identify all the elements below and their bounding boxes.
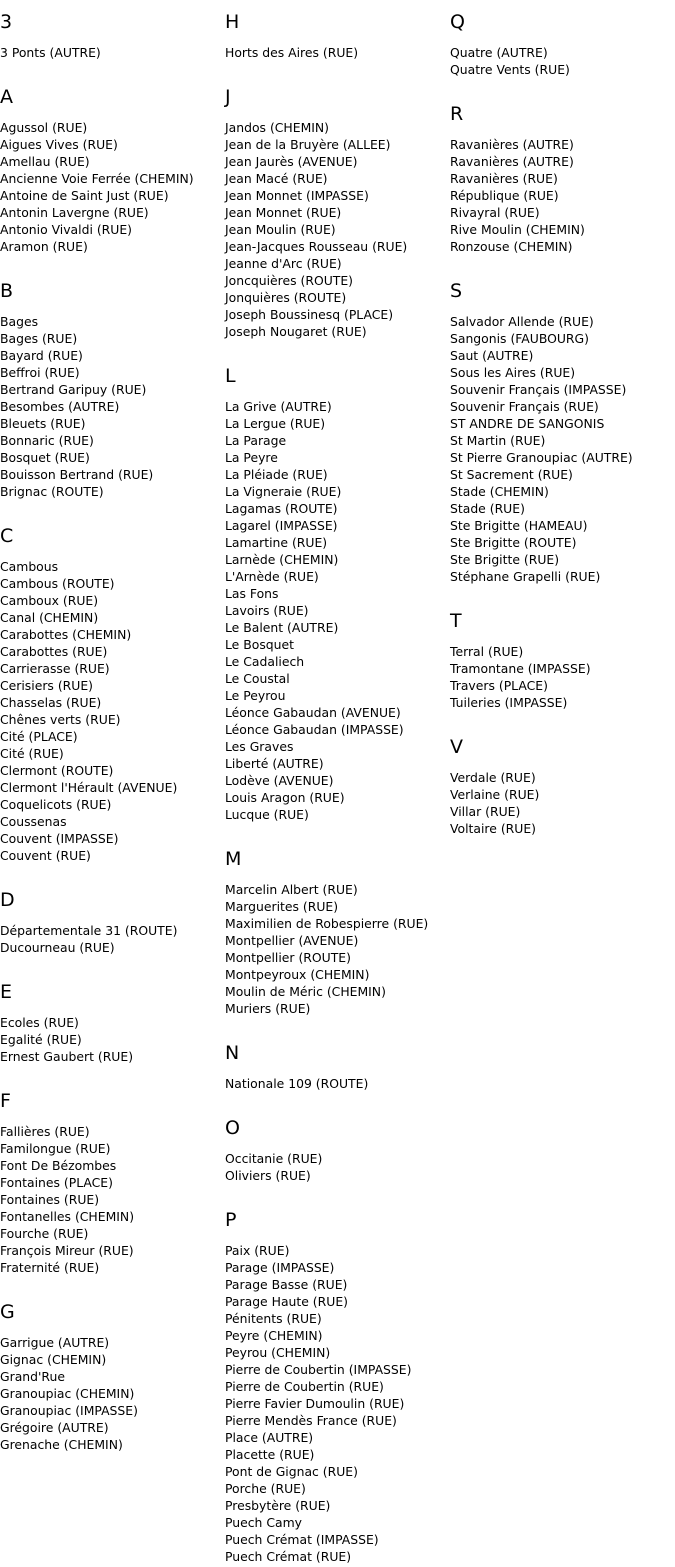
street-list — [225, 881, 450, 1017]
group-spacer — [225, 1184, 450, 1207]
street-item: Ancienne Voie Ferrée (CHEMIN) — [0, 171, 194, 186]
letter-heading: R — [450, 103, 464, 125]
street-item: Les Graves — [225, 739, 294, 754]
street-item: Jean-Jacques Rousseau (RUE) — [225, 239, 408, 254]
street-item: Parage Haute (RUE) — [225, 1294, 348, 1309]
letter-heading: C — [0, 525, 14, 547]
street-item: Jandos (CHEMIN) — [225, 120, 330, 135]
street-item: La Lergue (RUE) — [225, 416, 326, 431]
street-item: Coussenas — [0, 814, 67, 829]
street-item: Occitanie (RUE) — [225, 1151, 323, 1166]
group-spacer — [0, 864, 225, 887]
street-item: Presbytère (RUE) — [225, 1498, 331, 1513]
street-item: Parage (IMPASSE) — [225, 1260, 335, 1275]
street-item: Le Balent (AUTRE) — [225, 620, 339, 635]
letter-group — [225, 1040, 450, 1092]
letter-group — [0, 9, 225, 61]
street-item: Moulin de Méric (CHEMIN) — [225, 984, 386, 999]
street-item: Le Cadaliech — [225, 654, 305, 669]
street-item: Souvenir Français (IMPASSE) — [450, 382, 627, 397]
street-item: La Peyre — [225, 450, 278, 465]
street-item: Couvent (RUE) — [0, 848, 91, 863]
group-spacer — [450, 711, 675, 734]
letter-heading: S — [450, 280, 463, 302]
street-list — [0, 313, 225, 500]
street-item: Clermont l'Hérault (AVENUE) — [0, 780, 178, 795]
street-item: Pierre de Coubertin (IMPASSE) — [225, 1362, 412, 1377]
street-item: Lagamas (ROUTE) — [225, 501, 338, 516]
street-item: La Parage — [225, 433, 287, 448]
street-item: Montpellier (AVENUE) — [225, 933, 359, 948]
street-list — [0, 44, 225, 61]
street-item: Stade (CHEMIN) — [450, 484, 549, 499]
street-item: Le Peyrou — [225, 688, 286, 703]
street-item: La Grive (AUTRE) — [225, 399, 332, 414]
street-item: Besombes (AUTRE) — [0, 399, 120, 414]
street-item: Bages (RUE) — [0, 331, 78, 346]
group-spacer — [225, 61, 450, 84]
group-spacer — [450, 78, 675, 101]
group-spacer — [225, 1017, 450, 1040]
letter-heading: E — [0, 981, 13, 1003]
street-list — [0, 558, 225, 864]
street-list — [450, 643, 675, 711]
letter-heading: B — [0, 280, 14, 302]
street-item: Grand'Rue — [0, 1369, 65, 1384]
street-item: Grenache (CHEMIN) — [0, 1437, 123, 1452]
street-list — [0, 922, 225, 956]
group-spacer — [0, 500, 225, 523]
letter-group — [0, 523, 225, 864]
street-item: Agussol (RUE) — [0, 120, 88, 135]
street-item: Jonquières (ROUTE) — [225, 290, 347, 305]
street-item: Bosquet (RUE) — [0, 450, 90, 465]
street-item: Couvent (IMPASSE) — [0, 831, 119, 846]
street-item: Muriers (RUE) — [225, 1001, 311, 1016]
letter-heading: D — [0, 889, 15, 911]
street-item: Le Bosquet — [225, 637, 294, 652]
street-item: Le Coustal — [225, 671, 290, 686]
street-item: Fontaines (RUE) — [0, 1192, 100, 1207]
street-item: Lagarel (IMPASSE) — [225, 518, 338, 533]
street-column-3 — [450, 9, 675, 837]
street-item: Puech Camy — [225, 1515, 302, 1530]
street-item: Stéphane Grapelli (RUE) — [450, 569, 601, 584]
street-item: Rive Moulin (CHEMIN) — [450, 222, 585, 237]
street-item: Paix (RUE) — [225, 1243, 290, 1258]
street-item: Départementale 31 (ROUTE) — [0, 923, 178, 938]
letter-group — [0, 887, 225, 956]
street-item: Ecoles (RUE) — [0, 1015, 79, 1030]
street-item: Jean Macé (RUE) — [225, 171, 328, 186]
street-item: Bleuets (RUE) — [0, 416, 86, 431]
letter-heading: 3 — [0, 11, 13, 33]
street-item: Carrierasse (RUE) — [0, 661, 110, 676]
street-item: Las Fons — [225, 586, 279, 601]
street-item: Egalité (RUE) — [0, 1032, 82, 1047]
street-item: Pénitents (RUE) — [225, 1311, 322, 1326]
group-spacer — [225, 340, 450, 363]
letter-group — [225, 1207, 450, 1565]
group-spacer — [0, 1065, 225, 1088]
letter-heading: A — [0, 86, 13, 108]
street-item: Bayard (RUE) — [0, 348, 83, 363]
street-item: 3 Ponts (AUTRE) — [0, 45, 101, 60]
letter-heading: H — [225, 11, 240, 33]
street-item: Antoine de Saint Just (RUE) — [0, 188, 169, 203]
street-item: Amellau (RUE) — [0, 154, 90, 169]
street-item: Clermont (ROUTE) — [0, 763, 114, 778]
street-list — [225, 1242, 450, 1565]
street-item: Lamartine (RUE) — [225, 535, 328, 550]
street-item: Font De Bézombes — [0, 1158, 117, 1173]
street-item: Sangonis (FAUBOURG) — [450, 331, 589, 346]
street-item: Souvenir Français (RUE) — [450, 399, 599, 414]
letter-group — [450, 101, 675, 255]
street-item: Montpeyroux (CHEMIN) — [225, 967, 370, 982]
letter-group — [225, 9, 450, 61]
street-item: Cerisiers (RUE) — [0, 678, 93, 693]
letter-heading: P — [225, 1209, 237, 1231]
street-item: Cambous — [0, 559, 59, 574]
street-item: Salvador Allende (RUE) — [450, 314, 594, 329]
street-item: Jean Moulin (RUE) — [225, 222, 336, 237]
street-item: Placette (RUE) — [225, 1447, 315, 1462]
group-spacer — [225, 823, 450, 846]
letter-heading: J — [225, 86, 231, 108]
street-item: Pierre Mendès France (RUE) — [225, 1413, 397, 1428]
letter-heading: N — [225, 1042, 240, 1064]
street-item: Parage Basse (RUE) — [225, 1277, 348, 1292]
street-item: Larnède (CHEMIN) — [225, 552, 339, 567]
street-list — [0, 1334, 225, 1453]
street-item: ST ANDRE DE SANGONIS — [450, 416, 605, 431]
street-item: Jean de la Bruyère (ALLEE) — [225, 137, 391, 152]
street-list — [450, 313, 675, 585]
street-list — [450, 136, 675, 255]
street-list — [225, 119, 450, 340]
street-column-1 — [0, 9, 225, 1453]
street-item: Bonnaric (RUE) — [0, 433, 94, 448]
street-item: Ste Brigitte (RUE) — [450, 552, 560, 567]
street-item: Verdale (RUE) — [450, 770, 536, 785]
street-item: Ste Brigitte (ROUTE) — [450, 535, 577, 550]
street-item: Quatre Vents (RUE) — [450, 62, 570, 77]
street-item: St Martin (RUE) — [450, 433, 546, 448]
street-item: Marcelin Albert (RUE) — [225, 882, 358, 897]
letter-group — [0, 84, 225, 255]
street-item: L'Arnède (RUE) — [225, 569, 319, 584]
street-list — [0, 119, 225, 255]
street-item: Joseph Boussinesq (PLACE) — [225, 307, 394, 322]
street-item: Brignac (ROUTE) — [0, 484, 104, 499]
street-item: Ravanières (AUTRE) — [450, 137, 574, 152]
street-column-2 — [225, 9, 450, 1565]
street-item: La Vigneraie (RUE) — [225, 484, 342, 499]
letter-group — [0, 278, 225, 500]
street-item: Porche (RUE) — [225, 1481, 306, 1496]
street-item: Cité (PLACE) — [0, 729, 78, 744]
letter-group — [450, 278, 675, 585]
letter-group — [225, 846, 450, 1017]
street-list — [0, 1014, 225, 1065]
street-item: Beffroi (RUE) — [0, 365, 80, 380]
street-item: Antonin Lavergne (RUE) — [0, 205, 149, 220]
street-item: Sous les Aires (RUE) — [450, 365, 576, 380]
letter-group — [0, 1299, 225, 1453]
street-item: Terral (RUE) — [450, 644, 524, 659]
street-item: Travers (PLACE) — [450, 678, 548, 693]
street-item: Ravanières (AUTRE) — [450, 154, 574, 169]
letter-heading: V — [450, 736, 463, 758]
street-item: Bertrand Garipuy (RUE) — [0, 382, 147, 397]
street-item: Puech Crémat (RUE) — [225, 1549, 352, 1564]
street-item: Cité (RUE) — [0, 746, 64, 761]
street-item: Oliviers (RUE) — [225, 1168, 311, 1183]
street-item: Jeanne d'Arc (RUE) — [225, 256, 342, 271]
street-list — [225, 1075, 450, 1092]
street-list — [0, 1123, 225, 1276]
group-spacer — [0, 61, 225, 84]
street-item: Pont de Gignac (RUE) — [225, 1464, 358, 1479]
street-item: Nationale 109 (ROUTE) — [225, 1076, 369, 1091]
letter-group — [450, 734, 675, 837]
letter-group — [450, 608, 675, 711]
street-item: Ste Brigitte (HAMEAU) — [450, 518, 588, 533]
street-item: Voltaire (RUE) — [450, 821, 536, 836]
street-item: Ducourneau (RUE) — [0, 940, 115, 955]
street-item: Lavoirs (RUE) — [225, 603, 309, 618]
street-item: Jean Monnet (IMPASSE) — [225, 188, 369, 203]
street-list — [450, 44, 675, 78]
street-item: Montpellier (ROUTE) — [225, 950, 351, 965]
street-list — [225, 44, 450, 61]
street-item: Fourche (RUE) — [0, 1226, 89, 1241]
letter-group — [0, 1088, 225, 1276]
street-item: Gignac (CHEMIN) — [0, 1352, 107, 1367]
letter-heading: L — [225, 365, 236, 387]
street-item: Carabottes (RUE) — [0, 644, 108, 659]
street-item: Granoupiac (IMPASSE) — [0, 1403, 138, 1418]
letter-heading: F — [0, 1090, 11, 1112]
street-item: Tramontane (IMPASSE) — [450, 661, 591, 676]
street-item: Tuileries (IMPASSE) — [450, 695, 568, 710]
letter-heading: G — [0, 1301, 15, 1323]
group-spacer — [450, 585, 675, 608]
street-item: François Mireur (RUE) — [0, 1243, 134, 1258]
street-item: Léonce Gabaudan (AVENUE) — [225, 705, 401, 720]
group-spacer — [0, 1276, 225, 1299]
street-item: Carabottes (CHEMIN) — [0, 627, 132, 642]
street-item: Fontanelles (CHEMIN) — [0, 1209, 135, 1224]
street-item: Stade (RUE) — [450, 501, 525, 516]
street-item: Granoupiac (CHEMIN) — [0, 1386, 135, 1401]
group-spacer — [450, 255, 675, 278]
letter-group — [450, 9, 675, 78]
group-spacer — [225, 1092, 450, 1115]
letter-heading: T — [450, 610, 462, 632]
street-list — [225, 398, 450, 823]
street-item: Fontaines (PLACE) — [0, 1175, 113, 1190]
street-item: Coquelicots (RUE) — [0, 797, 112, 812]
street-item: Antonio Vivaldi (RUE) — [0, 222, 133, 237]
group-spacer — [0, 255, 225, 278]
street-item: Aigues Vives (RUE) — [0, 137, 118, 152]
street-item: Marguerites (RUE) — [225, 899, 339, 914]
street-item: La Pléiade (RUE) — [225, 467, 328, 482]
street-item: Place (AUTRE) — [225, 1430, 314, 1445]
street-item: Aramon (RUE) — [0, 239, 88, 254]
street-item: Lucque (RUE) — [225, 807, 309, 822]
street-item: Liberté (AUTRE) — [225, 756, 324, 771]
street-item: Ernest Gaubert (RUE) — [0, 1049, 134, 1064]
street-item: Maximilien de Robespierre (RUE) — [225, 916, 429, 931]
street-item: Fraternité (RUE) — [0, 1260, 100, 1275]
street-item: République (RUE) — [450, 188, 559, 203]
street-item: Rivayral (RUE) — [450, 205, 540, 220]
street-item: Peyre (CHEMIN) — [225, 1328, 323, 1343]
street-item: St Pierre Granoupiac (AUTRE) — [450, 450, 633, 465]
letter-heading: O — [225, 1117, 240, 1139]
street-item: Jean Jaurès (AVENUE) — [225, 154, 358, 169]
street-item: Joncquières (ROUTE) — [225, 273, 354, 288]
street-item: Chasselas (RUE) — [0, 695, 102, 710]
street-item: Familongue (RUE) — [0, 1141, 111, 1156]
street-item: Louis Aragon (RUE) — [225, 790, 345, 805]
street-item: Joseph Nougaret (RUE) — [225, 324, 367, 339]
street-item: Grégoire (AUTRE) — [0, 1420, 109, 1435]
street-item: Bouisson Bertrand (RUE) — [0, 467, 154, 482]
letter-heading: Q — [450, 11, 465, 33]
street-item: Garrigue (AUTRE) — [0, 1335, 110, 1350]
street-item: St Sacrement (RUE) — [450, 467, 573, 482]
street-list — [225, 1150, 450, 1184]
street-item: Horts des Aires (RUE) — [225, 45, 359, 60]
street-item: Léonce Gabaudan (IMPASSE) — [225, 722, 404, 737]
street-item: Camboux (RUE) — [0, 593, 99, 608]
letter-group — [225, 1115, 450, 1184]
street-item: Peyrou (CHEMIN) — [225, 1345, 331, 1360]
street-item: Jean Monnet (RUE) — [225, 205, 342, 220]
street-item: Lodève (AVENUE) — [225, 773, 334, 788]
street-item: Bages — [0, 314, 39, 329]
street-item: Villar (RUE) — [450, 804, 521, 819]
letter-group — [225, 363, 450, 823]
street-item: Chênes verts (RUE) — [0, 712, 121, 727]
street-item: Puech Crémat (IMPASSE) — [225, 1532, 379, 1547]
street-item: Pierre de Coubertin (RUE) — [225, 1379, 384, 1394]
street-item: Pierre Favier Dumoulin (RUE) — [225, 1396, 405, 1411]
street-item: Saut (AUTRE) — [450, 348, 534, 363]
street-item: Ronzouse (CHEMIN) — [450, 239, 573, 254]
street-list — [450, 769, 675, 837]
letter-group — [0, 979, 225, 1065]
street-item: Quatre (AUTRE) — [450, 45, 548, 60]
letter-heading: M — [225, 848, 242, 870]
letter-group — [225, 84, 450, 340]
street-item: Cambous (ROUTE) — [0, 576, 115, 591]
street-item: Verlaine (RUE) — [450, 787, 540, 802]
street-item: Fallières (RUE) — [0, 1124, 90, 1139]
street-item: Canal (CHEMIN) — [0, 610, 99, 625]
group-spacer — [0, 956, 225, 979]
street-item: Ravanières (RUE) — [450, 171, 558, 186]
